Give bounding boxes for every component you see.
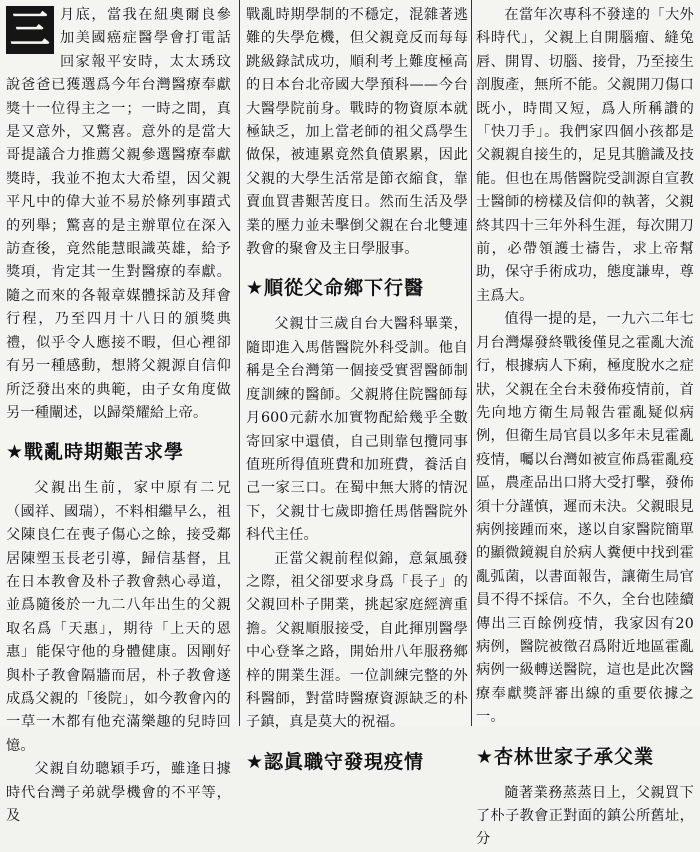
section-heading: ★杏林世家子承父業 xyxy=(476,745,655,768)
article-paragraph: 父親自幼聰穎手巧，雖逢日據時代台灣子弟就學機會的不平等，及 xyxy=(6,761,231,824)
article-paragraph: 父親出生前，家中原有二兄（國祥、國瑞），不料相繼早么，祖父陳良仁在喪子傷心之餘，接受鄰居陳塑玉長老引導，歸信基督，且在日本教會及朴子教會熱心尋道，並爲隨後於一九二八年出生的父親取名爲「天惠」，期待「上天的恩惠」能保守他的身體健康。因剛好與朴子教會隔牆而居，朴子教會遂成爲父親的「後院」，如今教會內的一草一木都有他充滿樂趣的兒時回憶。 xyxy=(6,480,231,754)
column-divider xyxy=(471,0,472,726)
article-paragraph: 在當年次專科不發達的「大外科時代」，父親上自開腦瘤、縫兔唇、開胃、切腦、接骨，乃至接生剖腹產，無所不能。父親開刀傷口既小，時間又短，爲人所稱讚的「快刀手」。我們家四個小孩都是父親親自接生的，足見其膽識及技能。但也在馬偕醫院受訓源自宣教士醫師的榜樣及信仰的執著，父親終其四十三年外科生涯，每次開刀前，必帶領護士禱告，求上帝幫助，保守手術成功，態度謙卑，尊主爲大。 xyxy=(476,7,694,304)
article-paragraph: 戰亂時期學制的不穩定，混雜著逃難的失學危機，但父親竟反而每每跳級錄試成功，順利考上難度極高的日本台北帝國大學預科——今台大醫學院前身。戰時的物資原本就極缺乏，加上當老師的祖父爲學生做保，被連累竟然負債累累，因此父親的大學生活常是節衣縮食，靠賣血買書艱苦度日。然而生活及學業的壓力並未擊倒父親在台北雙連教會的聚會及主日學服事。 xyxy=(246,7,468,258)
article-paragraph: 值得一提的是，一九六二年七月台灣爆發終戰後僅見之霍亂大流行，根據病人下痢，極度脫水之症狀，父親在全台未發佈疫情前，首先向地方衛生局報告霍亂疑似病例，但衛生局官員以多年未見霍亂疫情，囑以台灣如被宣佈爲霍亂疫區，農產品出口將大受打擊，發佈須十分謹慎，遲而未決。父親眼見病例接踵而來，遂以自家醫院簡單的顯微鏡親自於病人糞便中找到霍亂弧菌，以書面報告，讓衛生局官員不得不採信。不久，全台也陸續傳出三百餘例疫情，我家因有20病例，醫院被徵召爲附近地區霍亂病例一級轉送醫院，這也是此次醫療奉獻獎評審出線的重要依據之一。 xyxy=(476,311,694,726)
article-column-1 xyxy=(6,4,231,828)
section-heading: ★認眞職守發現疫情 xyxy=(246,750,425,773)
column-divider xyxy=(239,0,240,726)
article-paragraph: 父親廿三歲自台大醫科畢業，隨即進入馬偕醫院外科受訓。他自稱是全台灣第一個接受實習醫師制度訓練的醫師。父親將住院醫師每月600元薪水加實物配給幾乎全數寄回家中還債，自己則靠包攬同事值班所得值班費和加班費，養活自己一家三口。在蜀中無大將的情況下，父親廿七歲即擔任馬偕醫院外科代主任。 xyxy=(246,316,468,544)
article-paragraph: 正當父親前程似錦，意氣風發之際，祖父卻要求身爲「長子」的父親回朴子開業，挑起家庭經濟重擔。父親順服接受，自此揮別醫學中心登峯之路，開始卅八年服務鄉梓的開業生涯。一位訓練完整的外科醫師，對當時醫療資源缺乏的朴子鎮，真是莫大的祝福。 xyxy=(246,550,468,731)
article-paragraph: 隨著業務蒸蒸日上，父親買下了朴子教會正對面的鎮公所舊址，分 xyxy=(476,784,694,848)
drop-cap: 三 xyxy=(6,6,54,54)
article-column-3 xyxy=(476,4,694,852)
article-paragraph: 月底，當我在紐奧爾良參加美國癌症醫學會打電話回家報平安時，太太琇玟說爸爸已獲選爲今年台灣醫療奉獻獎十一位得主之一；一時之間，真是又意外，又驚喜。意外的是當大哥提議合力推薦父親參選醫療奉獻獎時，我並不抱太大希望，因父親平凡中的偉大並不易於條列事蹟式的列舉；驚喜的是主辦單位在深入訪查後，竟然能慧眼識英雄，給予獎項，肯定其一生對醫療的奉獻。隨之而來的各報章媒體採訪及拜會行程，乃至四月十八日的頒獎典禮，似乎令人應接不暇，但心裡卻有另一種感動，想將父親源自信仰所泛發出來的典範，由子女角度做另一種闡述，以歸榮耀給上帝。 xyxy=(6,7,231,421)
section-heading: ★戰亂時期艱苦求學 xyxy=(6,441,185,464)
article-column-2 xyxy=(246,4,468,787)
section-heading: ★順從父命鄉下行醫 xyxy=(246,277,425,300)
